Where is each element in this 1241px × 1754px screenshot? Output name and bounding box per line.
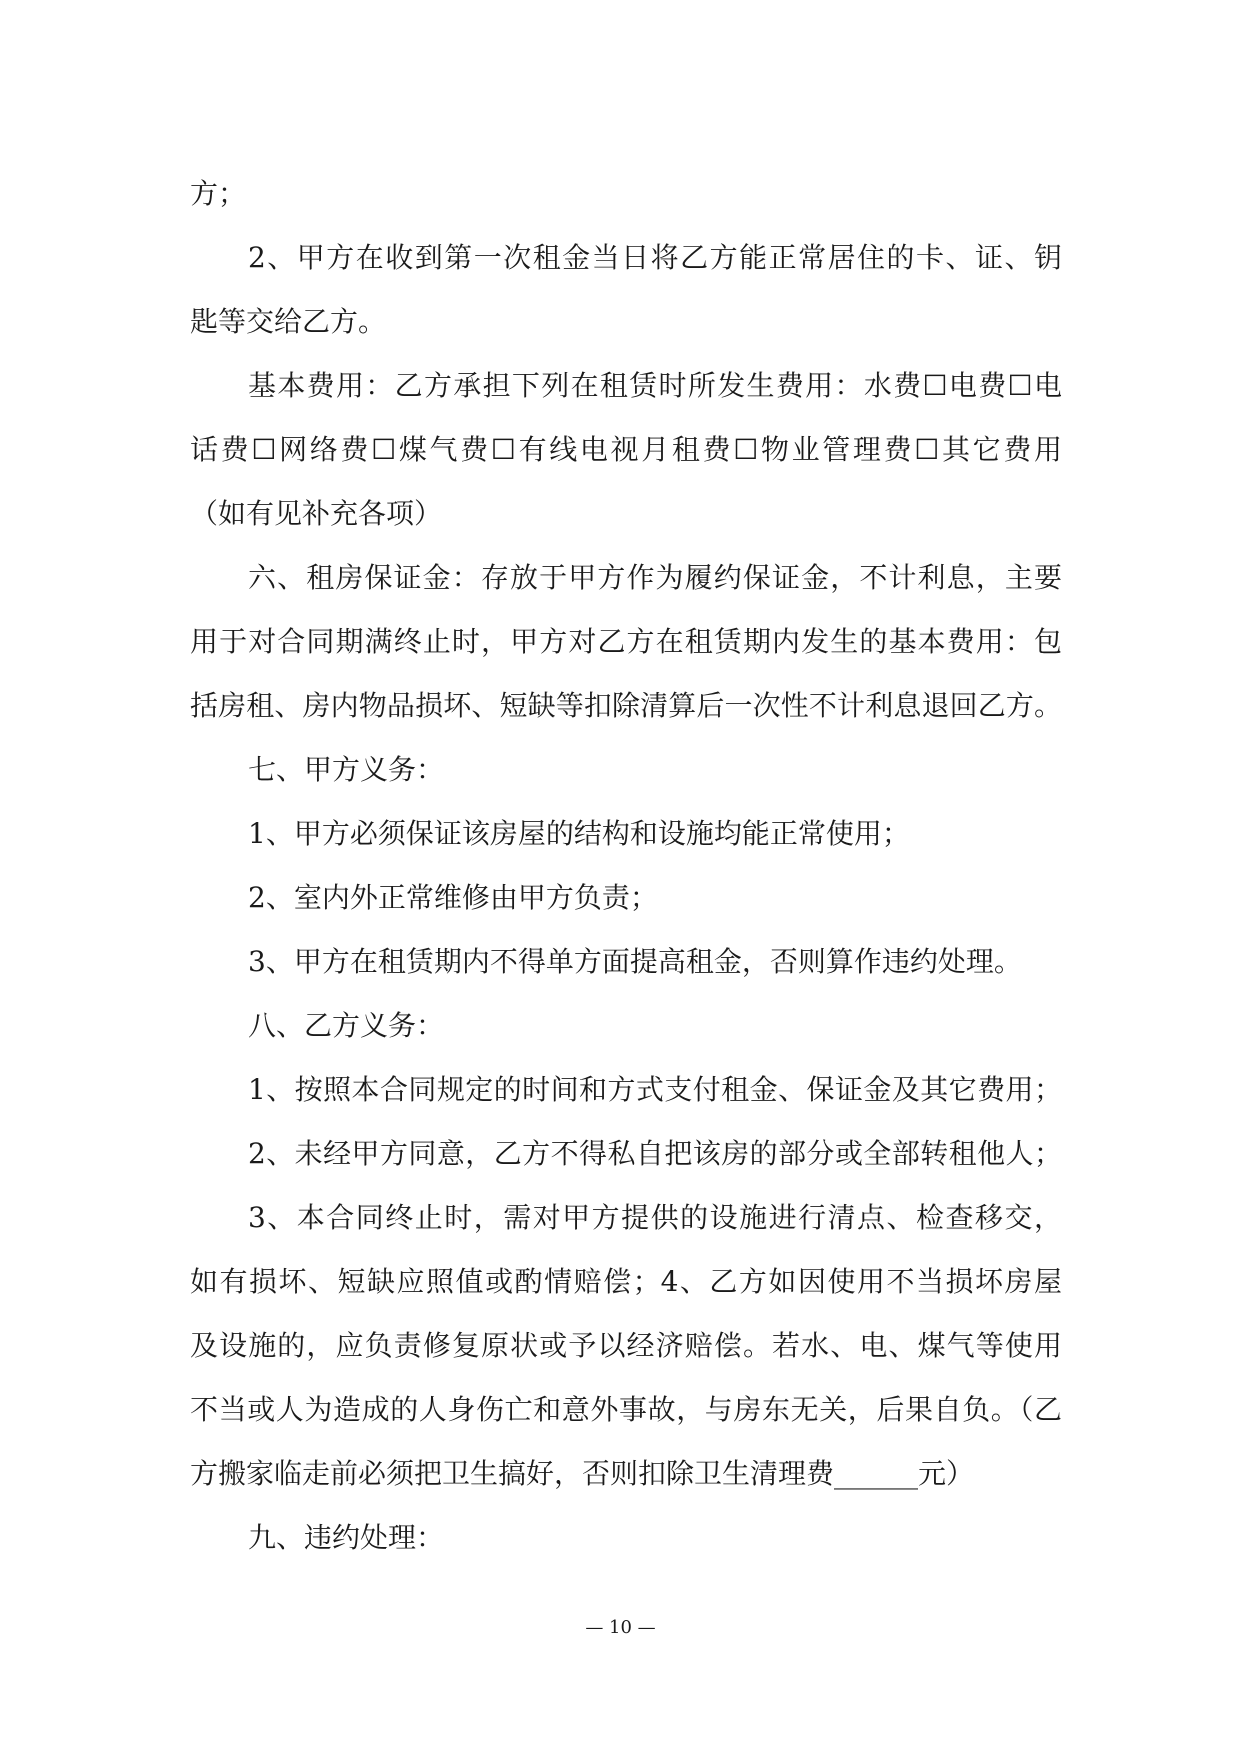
text-line: 括房租、房内物品损坏、短缺等扣除清算后一次性不计利息退回乙方。 bbox=[190, 689, 1062, 722]
text-line: 匙等交给乙方。 bbox=[190, 305, 387, 338]
text-line: 2、甲方在收到第一次租金当日将乙方能正常居住的卡、证、钥 bbox=[248, 241, 1062, 274]
text-line: 1、按照本合同规定的时间和方式支付租金、保证金及其它费用； bbox=[248, 1073, 1062, 1106]
text-line: 及设施的，应负责修复原状或予以经济赔偿。若水、电、煤气等使用 bbox=[190, 1329, 1062, 1362]
text-line: 1、甲方必须保证该房屋的结构和设施均能正常使用； bbox=[248, 817, 910, 850]
section-heading: 九、违约处理： bbox=[248, 1521, 445, 1554]
text-line: 3、甲方在租赁期内不得单方面提高租金，否则算作违约处理。 bbox=[248, 945, 1022, 978]
text-line: 用于对合同期满终止时，甲方对乙方在租赁期内发生的基本费用：包 bbox=[190, 625, 1062, 658]
text-line: 话费☐网络费☐煤气费☐有线电视月租费☐物业管理费☐其它费用 bbox=[190, 433, 1062, 466]
section-heading: 八、乙方义务： bbox=[248, 1009, 445, 1042]
text-line: 方； bbox=[190, 177, 247, 210]
text-line: 2、室内外正常维修由甲方负责； bbox=[248, 881, 658, 914]
text-line: 基本费用：乙方承担下列在租赁时所发生费用：水费☐电费☐电 bbox=[248, 369, 1062, 402]
document-body bbox=[190, 162, 1062, 1570]
text-line: 不当或人为造成的人身伤亡和意外事故，与房东无关，后果自负。（乙 bbox=[190, 1393, 1062, 1426]
text-line: 方搬家临走前必须把卫生搞好，否则扣除卫生清理费______元） bbox=[190, 1457, 975, 1490]
text-line: 如有损坏、短缺应照值或酌情赔偿；4、乙方如因使用不当损坏房屋 bbox=[190, 1265, 1062, 1298]
text-line: 六、租房保证金：存放于甲方作为履约保证金，不计利息，主要 bbox=[248, 561, 1062, 594]
text-line: 3、本合同终止时，需对甲方提供的设施进行清点、检查移交， bbox=[248, 1201, 1062, 1234]
text-line: 2、未经甲方同意，乙方不得私自把该房的部分或全部转租他人； bbox=[248, 1137, 1062, 1170]
page-number: — 10 — bbox=[585, 1617, 656, 1638]
text-line: （如有见补充各项） bbox=[190, 497, 443, 530]
section-heading: 七、甲方义务： bbox=[248, 753, 445, 786]
